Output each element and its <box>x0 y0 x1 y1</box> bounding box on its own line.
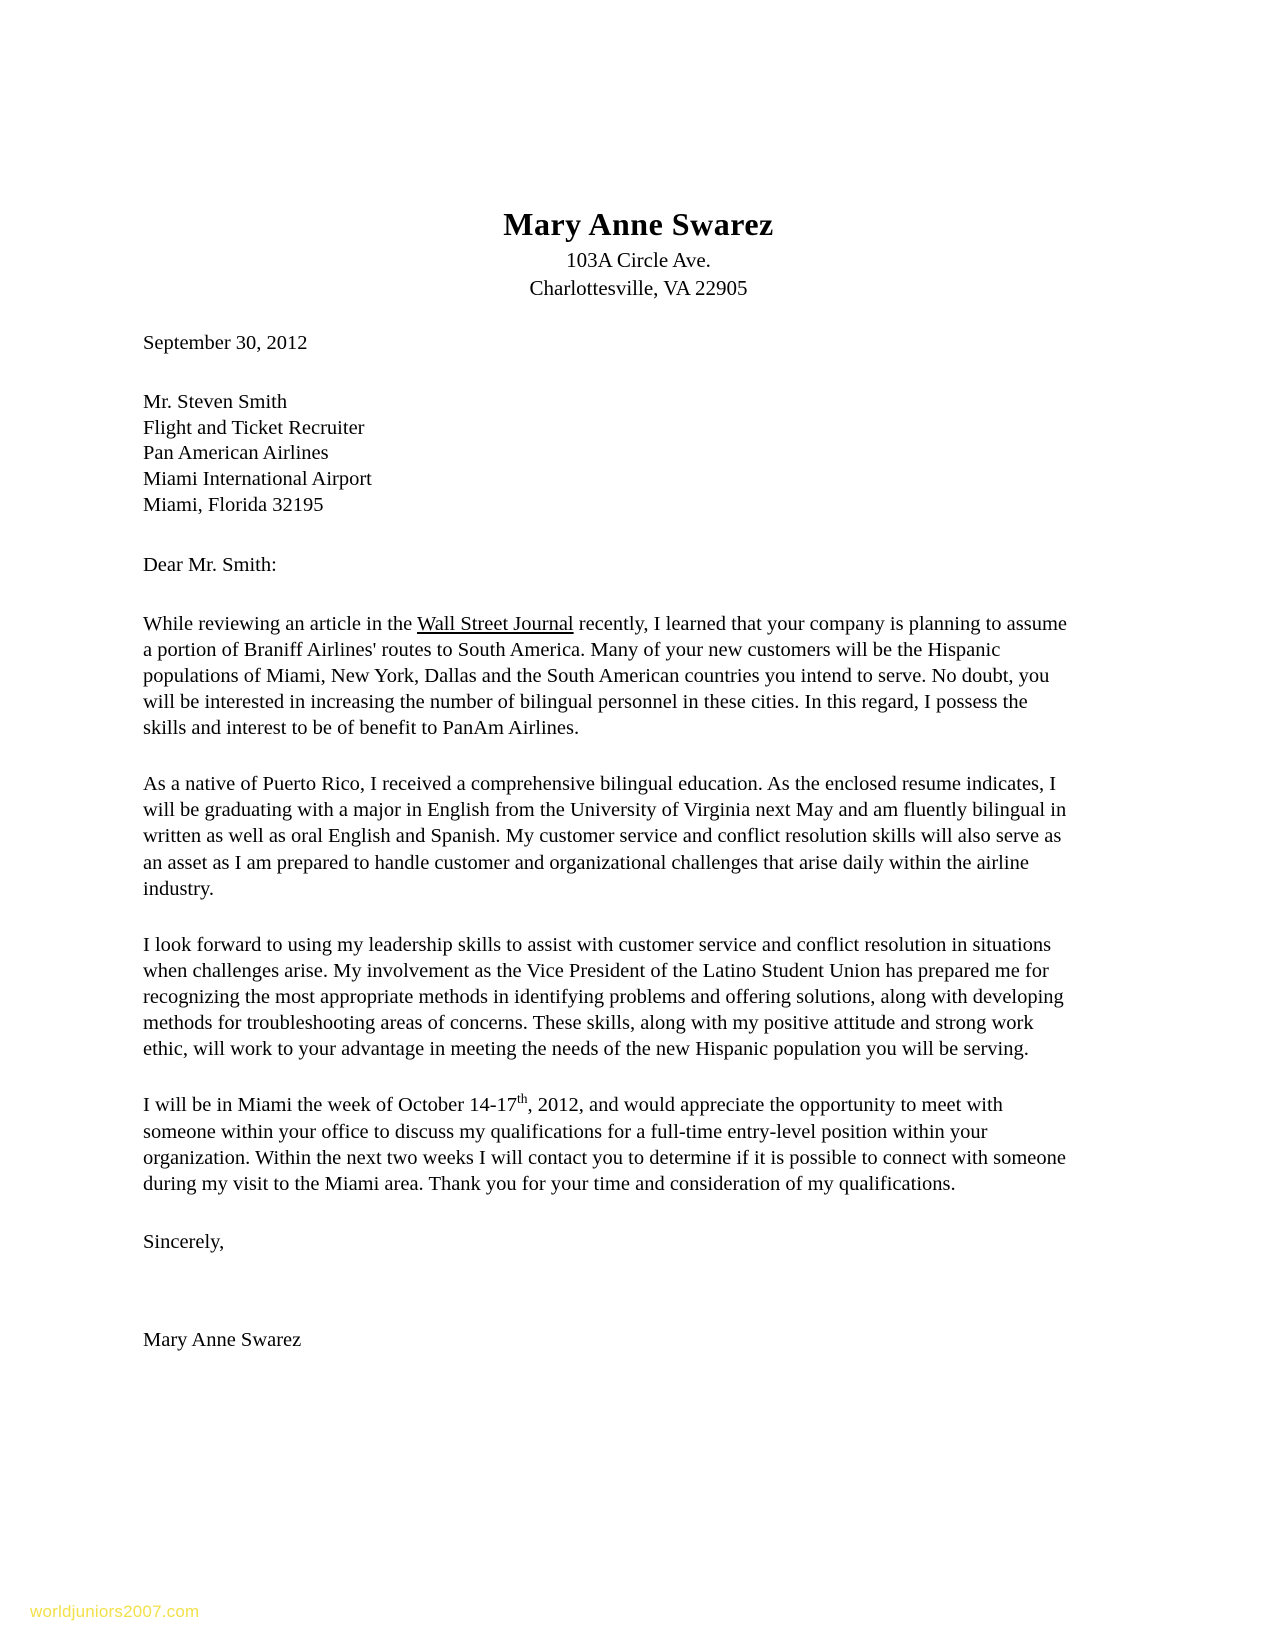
ordinal-superscript: th <box>517 1091 528 1107</box>
closing: Sincerely, <box>143 1230 225 1253</box>
paragraph-4-text-part2: , 2012, and would appreciate the opportunity to meet with someone within your office to discuss my qualifications for a full-time entry-level position within your organization. Within the next two weeks I will contact you to determine if it is possible to connect with someone during my visit to the Miami area. Thank you for your time and consideration of my qualifications. <box>143 1094 1067 1195</box>
letter-date: September 30, 2012 <box>143 332 308 354</box>
recipient-location: Miami International Airport <box>143 468 372 491</box>
paragraph-4-text-part1: I will be in Miami the week of October 14-17 <box>143 1094 518 1117</box>
recipient-name: Mr. Steven Smith <box>143 391 288 414</box>
salutation: Dear Mr. Smith: <box>143 554 277 577</box>
recipient-address-block <box>143 390 1073 518</box>
recipient-title: Flight and Ticket Recruiter <box>143 416 365 439</box>
body-paragraph-1 <box>143 611 1073 742</box>
letter-body <box>143 330 1073 1353</box>
letterhead <box>0 205 1277 303</box>
recipient-city-state-zip: Miami, Florida 32195 <box>143 493 324 516</box>
watermark: worldjuniors2007.com <box>30 1602 200 1621</box>
wall-street-journal-link[interactable]: Wall Street Journal <box>417 612 574 635</box>
sender-city-state-zip: Charlottesville, VA 22905 <box>529 276 748 301</box>
sender-name: Mary Anne Swarez <box>503 206 774 242</box>
paragraph-1-text-after-link: recently, I learned that your company is planning to assume a portion of Braniff Airlines' routes to South America. Many of your new customers will be the Hispanic populations of Miami, New York, Dallas and the South American countries you intend to serve. No doubt, you will be interested in increasing the number of bilingual personnel in these cities. In this regard, I possess the skills and interest to be of benefit to PanAm Airlines. <box>143 612 1067 740</box>
recipient-company: Pan American Airlines <box>143 442 329 465</box>
body-paragraph-2: As a native of Puerto Rico, I received a comprehensive bilingual education. As the enclosed resume indicates, I will be graduating with a major in English from the University of Virginia next May and am fluently bilingual in written as well as oral English and Spanish. My customer service and conflict resolution skills will also serve as an asset as I am prepared to handle customer and organizational challenges that arise daily within the airline industry. <box>143 773 1067 900</box>
body-paragraph-3: I look forward to using my leadership skills to assist with customer service and conflict resolution in situations when challenges arise. My involvement as the Vice President of the Latino Student Union has prepared me for recognizing the most appropriate methods in identifying problems and offering solutions, along with developing methods for troubleshooting areas of concerns. These skills, along with my positive attitude and strong work ethic, will work to your advantage in meeting the needs of the new Hispanic population you will be serving. <box>143 933 1064 1061</box>
paragraph-1-text-before-link: While reviewing an article in the <box>143 612 417 635</box>
signature-name: Mary Anne Swarez <box>143 1329 302 1352</box>
body-paragraph-4 <box>143 1092 1073 1197</box>
sender-street-address: 103A Circle Ave. <box>566 248 711 273</box>
